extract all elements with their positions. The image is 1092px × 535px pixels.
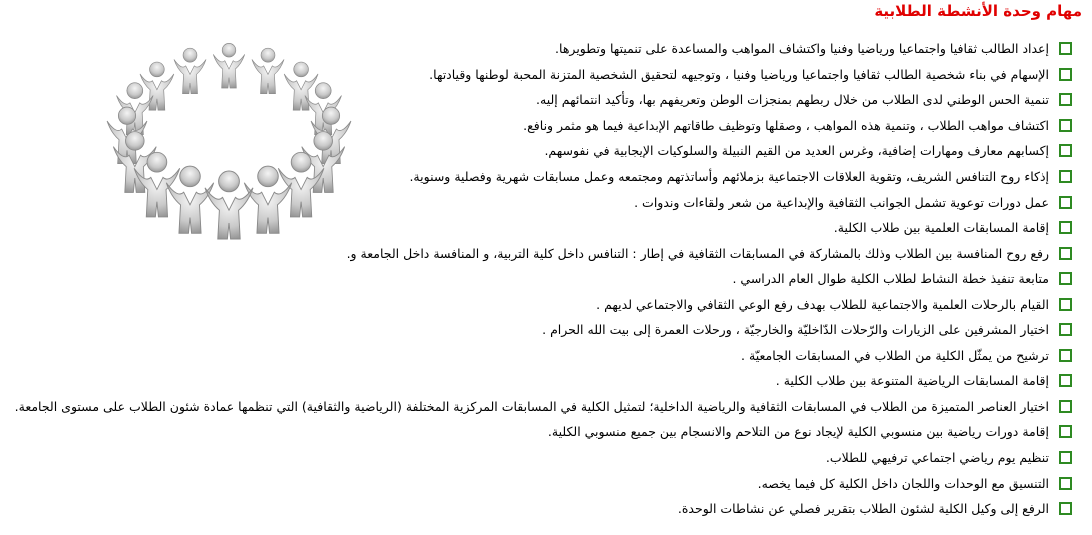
checkbox-icon <box>1059 68 1072 81</box>
checkbox-icon <box>1059 93 1072 106</box>
list-item <box>12 113 1072 139</box>
task-text: إذكاء روح التنافس الشريف، وتقوية العلاقات الاجتماعية بزملائهم وأساتذتهم ومجتمعه وعمل مسابقات شهرية وفصلية وسنوية. <box>409 169 1049 184</box>
list-item <box>12 164 1072 190</box>
list-item <box>12 291 1072 317</box>
task-text: إكسابهم معارف ومهارات إضافية، وغرس العديد من القيم النبيلة والسلوكيات الإيجابية في نفوسهم. <box>544 143 1049 159</box>
page-title: مهام وحدة الأنشطة الطلابية <box>874 2 1082 20</box>
task-text: القيام بالرحلات العلمية والاجتماعية للطلاب بهدف رفع الوعي الثقافي والاجتماعي لديهم . <box>596 296 1049 312</box>
task-text: اختيار المشرفين على الزيارات والرّحلات الدّاخليّة والخارجيّة ، ورحلات العمرة إلى بيت الله الحرام . <box>542 322 1049 338</box>
task-text: إعداد الطالب ثقافيا واجتماعيا ورياضيا وفنيا واكتشاف المواهب والمساعدة على تنميتها وتطويرها. <box>555 41 1049 57</box>
list-item <box>12 368 1072 394</box>
task-text: اختيار العناصر المتميزة من الطلاب في المسابقات الثقافية والرياضية الداخلية؛ لتمثيل الكلية في المسابقات المركزية المختلفة (الرياضية والثقافية) التي تنظمها عمادة شئون الطلاب على مستوى الجامعة. <box>14 398 1049 414</box>
checkbox-icon <box>1059 451 1072 464</box>
checkbox-icon <box>1059 221 1072 234</box>
checkbox-icon <box>1059 349 1072 362</box>
checkbox-icon <box>1059 298 1072 311</box>
task-list <box>12 36 1072 521</box>
task-text: إقامة المسابقات العلمية بين طلاب الكلية. <box>833 220 1049 236</box>
task-text: رفع روح المنافسة بين الطلاب وذلك بالمشاركة في المسابقات الثقافية في إطار : التنافس داخل كلية التربية، و المنافسة داخل الجامعة و. <box>346 245 1049 261</box>
list-item <box>12 419 1072 445</box>
list-item <box>12 470 1072 496</box>
checkbox-icon <box>1059 196 1072 209</box>
task-text: عمل دورات توعوية تشمل الجوانب الثقافية والإبداعية من شعر ولقاءات وندوات . <box>634 194 1049 210</box>
list-item <box>12 394 1072 420</box>
checkbox-icon <box>1059 272 1072 285</box>
list-item <box>12 240 1072 266</box>
list-item <box>12 445 1072 471</box>
list-item <box>12 496 1072 522</box>
task-text: اكتشاف مواهب الطلاب ، وتنمية هذه المواهب ، وصقلها وتوظيف طاقاتهم الإبداعية فيما هو مثمر ونافع. <box>523 117 1049 133</box>
task-text: التنسيق مع الوحدات واللجان داخل الكلية كل فيما يخصه. <box>757 475 1049 491</box>
task-text: إقامة المسابقات الرياضية المتنوعة بين طلاب الكلية . <box>775 373 1049 389</box>
list-item <box>12 266 1072 292</box>
checkbox-icon <box>1059 477 1072 490</box>
checkbox-icon <box>1059 144 1072 157</box>
list-item <box>12 138 1072 164</box>
task-text: تنظيم يوم رياضي اجتماعي ترفيهي للطلاب. <box>825 450 1049 466</box>
checkbox-icon <box>1059 400 1072 413</box>
checkbox-icon <box>1059 247 1072 260</box>
task-text: إقامة دورات رياضية بين منسوبي الكلية لإيجاد نوع من التلاحم والانسجام بين جميع منسوبي الكلية. <box>547 424 1049 440</box>
task-text: الإسهام في بناء شخصية الطالب ثقافيا واجتماعيا ورياضيا وفنيا ، وتوجيهه لتحقيق الشخصية المتزنة المحبة لوطنها وقيادتها. <box>429 66 1049 82</box>
task-text: الرفع إلى وكيل الكلية لشئون الطلاب بتقرير فصلي عن نشاطات الوحدة. <box>677 501 1049 517</box>
task-text: تنمية الحس الوطني لدى الطلاب من خلال ربطهم بمنجزات الوطن وتعريفهم بها، وتأكيد انتمائهم إليه. <box>536 92 1049 108</box>
checkbox-icon <box>1059 119 1072 132</box>
checkbox-icon <box>1059 425 1072 438</box>
list-item <box>12 189 1072 215</box>
list-item <box>12 343 1072 369</box>
checkbox-icon <box>1059 374 1072 387</box>
list-item <box>12 62 1072 88</box>
checkbox-icon <box>1059 170 1072 183</box>
checkbox-icon <box>1059 42 1072 55</box>
list-item <box>12 215 1072 241</box>
list-item <box>12 87 1072 113</box>
task-text: ترشيح من يمثّل الكلية من الطلاب في المسابقات الجامعيّة . <box>741 347 1049 363</box>
task-text: متابعة تنفيذ خطة النشاط لطلاب الكلية طوال العام الدراسي . <box>732 271 1049 287</box>
checkbox-icon <box>1059 502 1072 515</box>
list-item <box>12 36 1072 62</box>
list-item <box>12 317 1072 343</box>
checkbox-icon <box>1059 323 1072 336</box>
